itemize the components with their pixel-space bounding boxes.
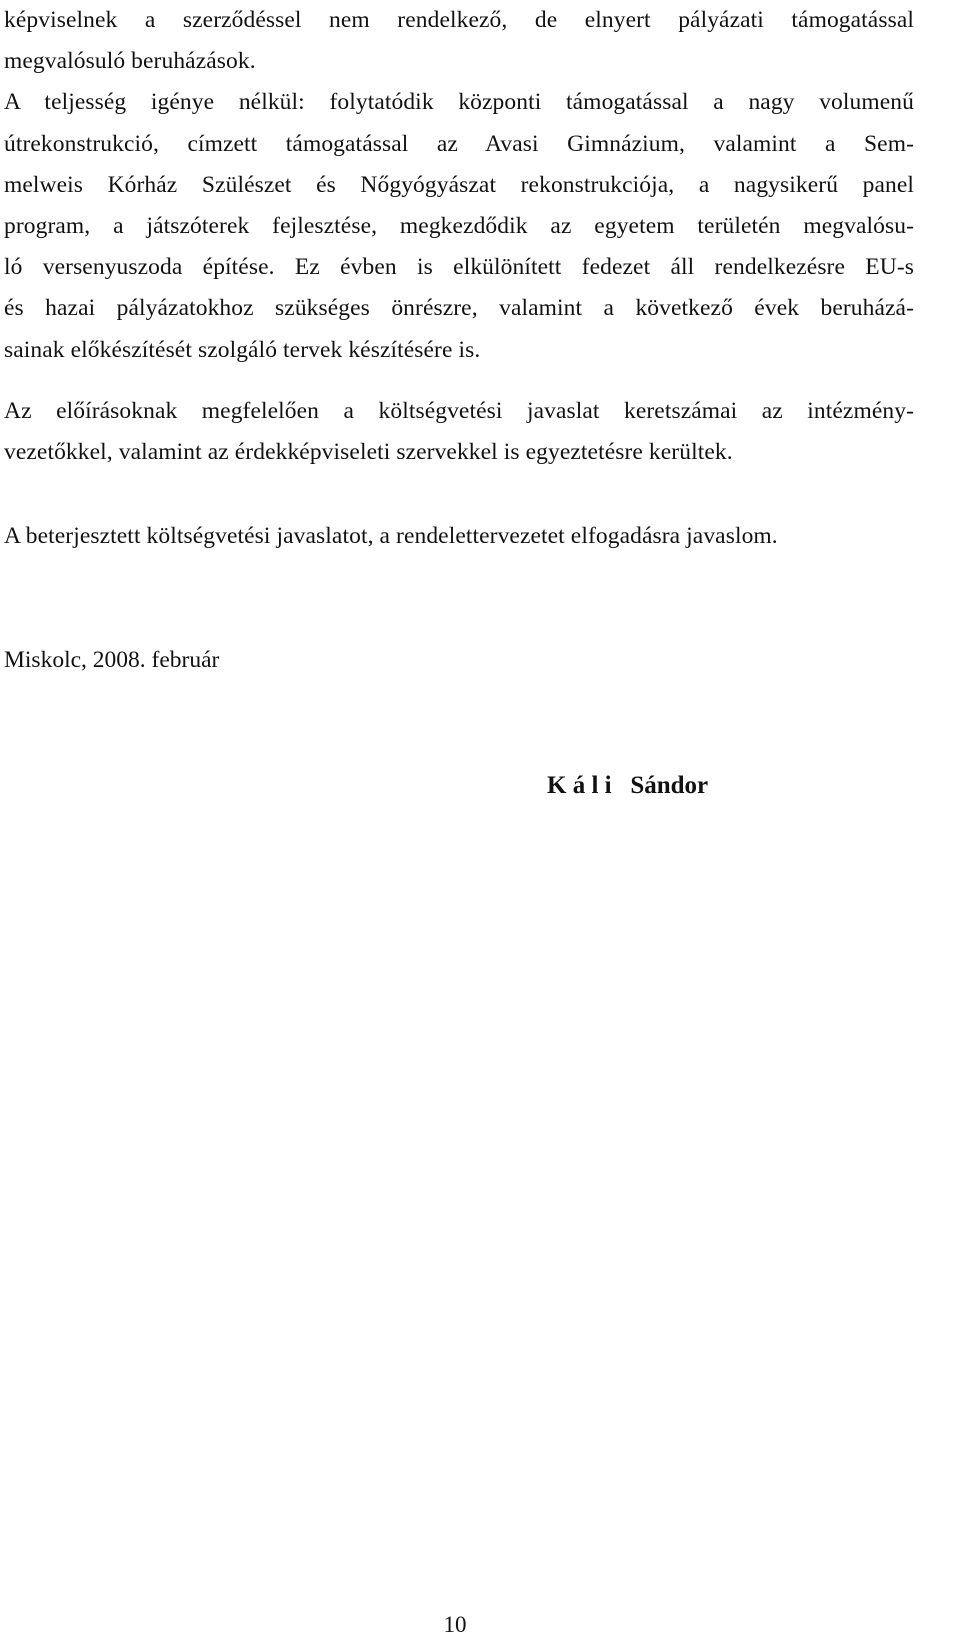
text-line: ló versenyuszoda építése. Ez évben is elkülönített fedezet áll rendelkezésre EU-s	[4, 254, 914, 281]
page-number: 10	[443, 1612, 467, 1637]
text-line: melweis Kórház Szülészet és Nőgyógyászat rekonstrukciója, a nagysikerű panel	[4, 171, 914, 198]
text-line: A teljesség igénye nélkül: folytatódik központi támogatással a nagy volumenű	[4, 89, 914, 116]
text-line: útrekonstrukció, címzett támogatással az Avasi Gimnázium, valamint a Sem-	[4, 130, 914, 157]
paragraph-consultation	[4, 391, 914, 473]
text-line: képviselnek a szerződéssel nem rendelkező, de elnyert pályázati támogatással	[4, 7, 914, 33]
text-line: A beterjesztett költségvetési javaslatot, a rendelettervezetet elfogadásra javaslom.	[4, 523, 778, 549]
place-and-date: Miskolc, 2008. február	[4, 647, 220, 673]
text-line: vezetőkkel, valamint az érdekképviseleti szervekkel is egyeztetésre kerültek.	[4, 439, 733, 466]
paragraph-proposal	[4, 516, 914, 557]
text-line: sainak előkészítését szolgáló tervek készítésére is.	[4, 336, 481, 363]
text-line: megvalósuló beruházások.	[4, 48, 256, 75]
text-line: és hazai pályázatokhoz szükséges önrészre, valamint a következő évek beruházá-	[4, 295, 914, 322]
signature-name: K á l i Sándor	[547, 772, 709, 799]
text-line: Az előírásoknak megfelelően a költségvetési javaslat keretszámai az intézmény-	[4, 398, 914, 424]
paragraph-investments	[4, 0, 914, 371]
text-line: program, a játszóterek fejlesztése, megkezdődik az egyetem területén megvalósu-	[4, 213, 914, 240]
